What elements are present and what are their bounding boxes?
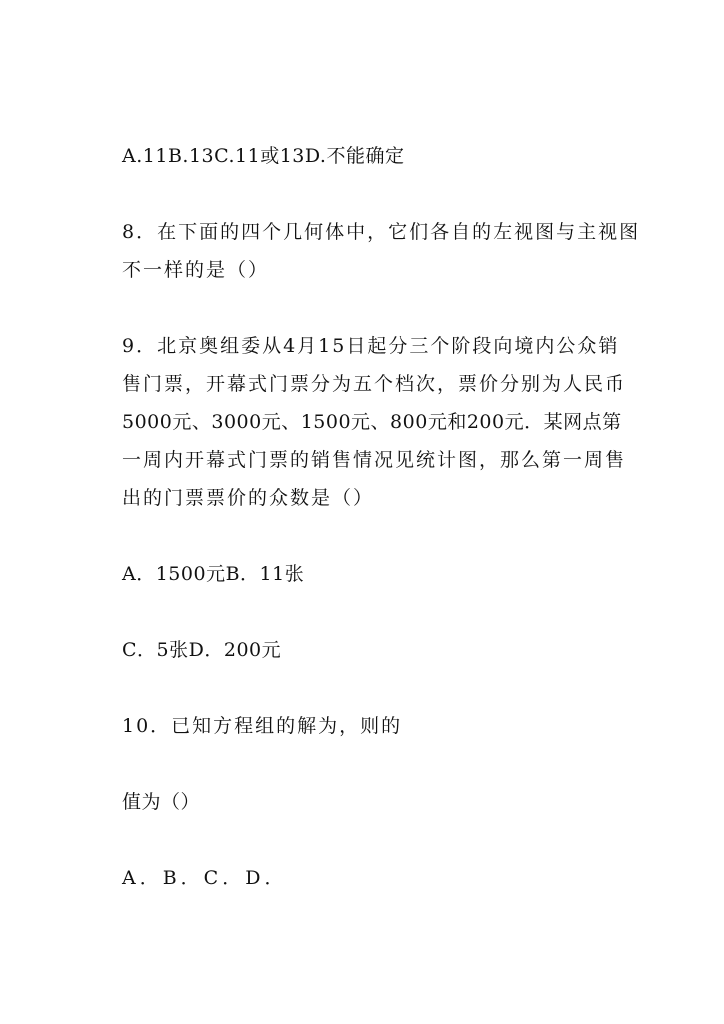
q9-stem-line-2: 售门票，开幕式门票分为五个档次，票价分别为人民币 <box>122 373 627 395</box>
q9-options-ab: A．1500元B．11张 <box>122 563 305 585</box>
q9-stem-line-1: 9．北京奥组委从4月15日起分三个阶段向境内公众销 <box>122 335 620 357</box>
q9-stem-line-5: 出的门票票价的众数是（） <box>122 487 375 509</box>
q9-stem-line-3: 5000元、3000元、1500元、800元和200元．某网点第 <box>122 411 622 433</box>
q8-stem-line-2: 不一样的是（） <box>122 259 270 281</box>
q10-stem-line-1: 10．已知方程组的解为，则的 <box>122 715 403 737</box>
q9-stem-line-4: 一周内开幕式门票的销售情况见统计图，那么第一周售 <box>122 449 627 471</box>
q9-options-cd: C．5张D．200元 <box>122 639 282 661</box>
q10-options: A．B．C．D． <box>122 867 288 889</box>
q7-options: A.11B.13C.11或13D.不能确定 <box>122 145 405 167</box>
q10-stem-line-2: 值为（） <box>122 791 201 813</box>
q8-stem-line-1: 8．在下面的四个几何体中，它们各自的左视图与主视图 <box>122 221 641 243</box>
